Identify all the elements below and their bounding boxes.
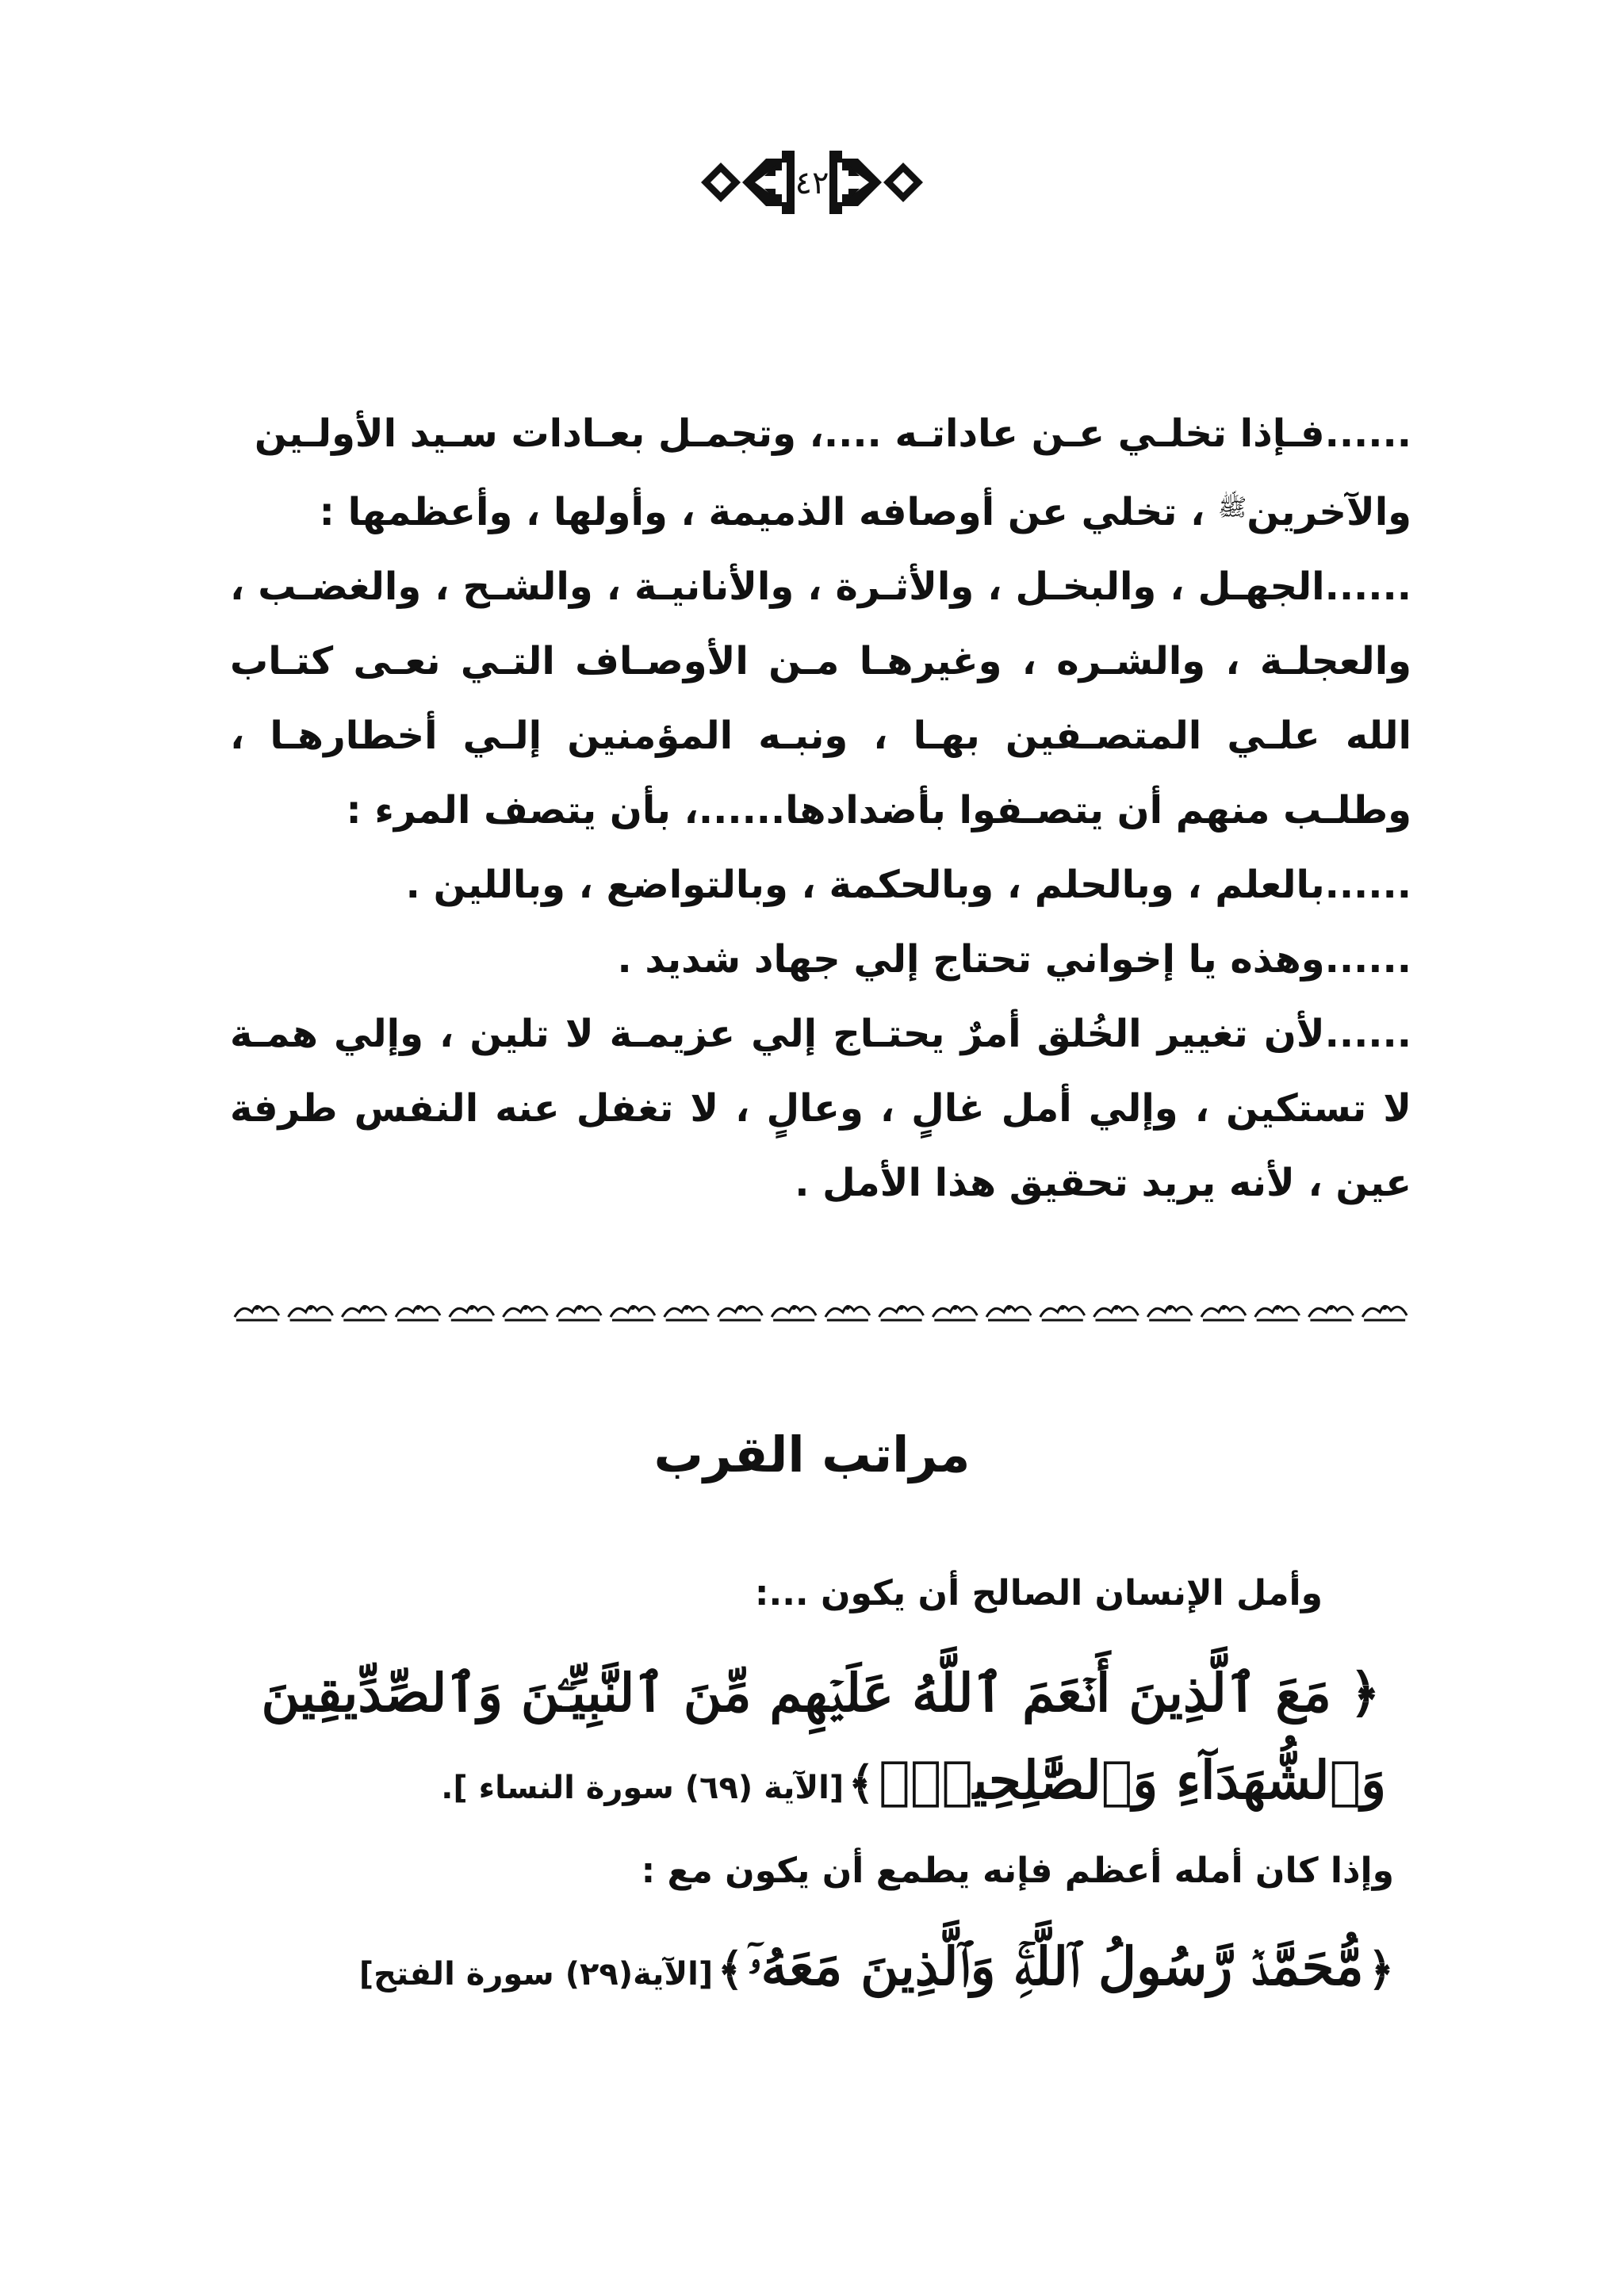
floral-motif xyxy=(665,1305,709,1320)
section-title: مراتب القرب xyxy=(653,1426,971,1483)
verse-3-open-bracket: ﴿ xyxy=(1368,1943,1394,1996)
floral-motif xyxy=(1255,1305,1300,1320)
quran-verse-3-row xyxy=(205,1919,1394,2028)
paragraph-3: ......بالعلم ، وبالحلم ، وبالحكمة ، وبالتواضع ، وباللين . xyxy=(405,863,1411,907)
floral-motif xyxy=(1147,1305,1192,1320)
floral-motif xyxy=(289,1305,333,1320)
floral-motif xyxy=(1094,1305,1139,1320)
paragraph-5: ......لأن تغيير الخُلق أمرٌ يحتـاج إلي عزيمـة لا تلين ، وإلي همـة لا تستكين ، وإلي أمل غالٍ ، وعالٍ ، لا تغفل عنه النفس طرفة عين ، لأنه يريد تحقيق هذا الأمل . xyxy=(230,1012,1411,1205)
floral-motif xyxy=(504,1305,548,1320)
verse-3-reference: [الآية(٢٩) سورة الفتح] xyxy=(358,1956,714,1992)
paragraph-1-line-2a: والآخرين xyxy=(1247,490,1411,534)
paragraph-1-line-2 xyxy=(230,471,1411,549)
floral-motif xyxy=(1040,1305,1085,1320)
quran-verse-2-row xyxy=(441,1736,1386,1838)
floral-motif xyxy=(342,1305,386,1320)
quran-verse-3: مُّحَمَّدٞ رَّسُولُ ٱللَّهِۚ وَٱلَّذِينَ مَعَهُۥٓ xyxy=(748,1935,1364,1997)
floral-motif xyxy=(933,1305,977,1320)
header-ornament-icon xyxy=(693,127,931,238)
body-text xyxy=(230,396,1411,1220)
paragraph-1-line-1: ......فـإذا تخلـي عـن عاداتـه ....، وتجمـل بعـادات سـيد الأولـين xyxy=(254,412,1411,456)
floral-motif xyxy=(1308,1305,1353,1320)
section-line-2: وإذا كان أمله أعظم فإنه يطمع أن يكون مع : xyxy=(641,1851,1394,1891)
floral-motif xyxy=(235,1305,279,1320)
floral-motif xyxy=(986,1305,1031,1320)
floral-divider-icon xyxy=(230,1296,1411,1328)
section-intro: وأمل الإنسان الصالح أن يكون ...: xyxy=(754,1573,1323,1614)
verse-2-reference: [الآية (٦٩) سورة النساء ]. xyxy=(441,1770,845,1806)
floral-motif xyxy=(718,1305,762,1320)
floral-motif xyxy=(1362,1305,1407,1320)
salawat-glyph: ﷺ xyxy=(1218,494,1247,522)
paragraph-2: ......الجهـل ، والبخـل ، والأثـرة ، والأنانيـة ، والشـح ، والغضـب ، والعجلـة ، والشـره ، وغيرهـا مـن الأوصـاف التـي نعـى كتـاب الله علـي المتصـفين بهـا ، ونبـه المؤمنين إلـي أخطارهـا ، وطلـب منهم أن يتصـفوا بأضدادها......، بأن يتصف المرء : xyxy=(230,565,1411,833)
page-number: ٤٢ xyxy=(795,165,829,201)
quran-verse-2: وَٱلشُّهَدَآءِ وَٱلصَّٰلِحِينَۚ xyxy=(879,1749,1386,1811)
floral-motif xyxy=(825,1305,870,1320)
page-header xyxy=(0,127,1624,238)
floral-motif xyxy=(1201,1305,1246,1320)
paragraph-4: ......وهذه يا إخواني تحتاج إلي جهاد شديد . xyxy=(617,937,1411,982)
floral-motif xyxy=(879,1305,924,1320)
floral-motif xyxy=(450,1305,494,1320)
floral-motif xyxy=(611,1305,655,1320)
quran-verse-1: ﴿ مَعَ ٱلَّذِينَ أَنۡعَمَ ٱللَّهُ عَلَيۡهِم مِّنَ ٱلنَّبِيِّـۧنَ وَٱلصِّدِّيقِينَ xyxy=(261,1662,1381,1724)
paragraph-1-line-2b: ، تخلي عن أوصافه الذميمة ، وأولها ، وأعظمها : xyxy=(319,490,1219,534)
verse-2-close-bracket: ﴾ xyxy=(848,1757,875,1809)
verse-3-close-bracket: ﴾ xyxy=(717,1943,744,1996)
floral-motif xyxy=(557,1305,601,1320)
floral-motif xyxy=(396,1305,440,1320)
floral-motif xyxy=(772,1305,816,1320)
